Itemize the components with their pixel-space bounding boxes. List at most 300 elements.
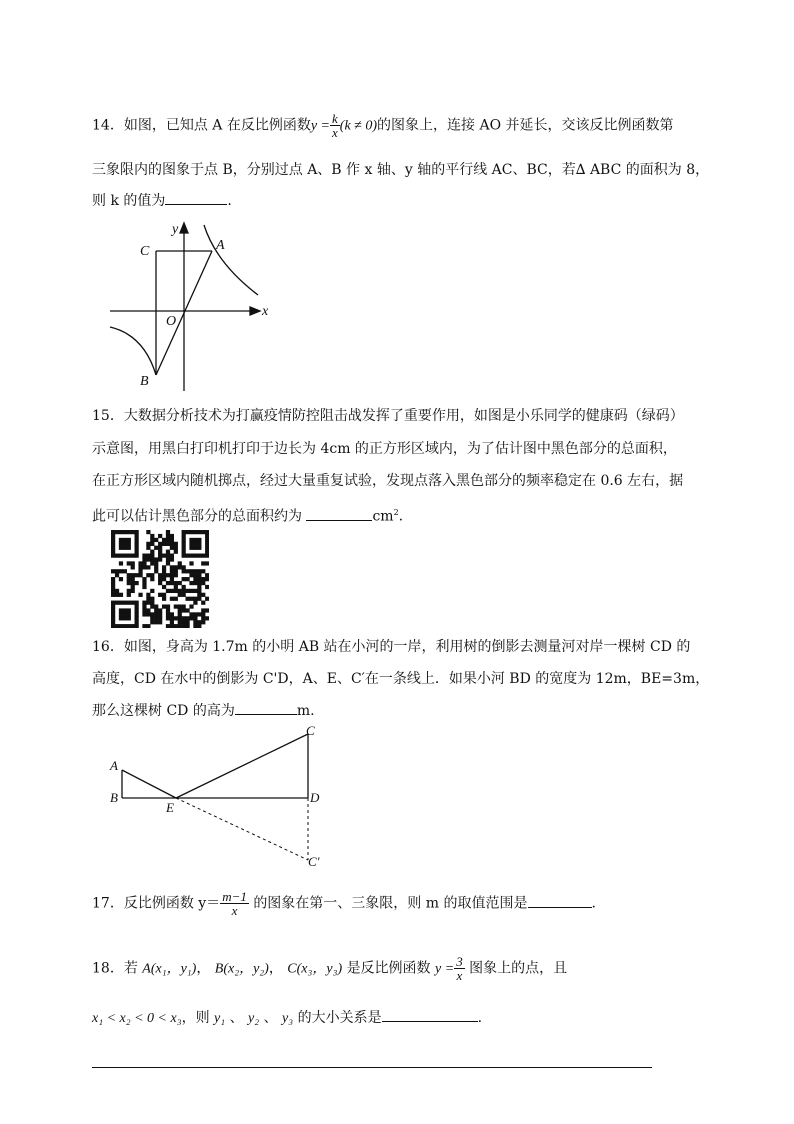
qr-module bbox=[154, 604, 158, 608]
qr-module bbox=[111, 608, 115, 612]
qr-module bbox=[201, 612, 205, 616]
qr-module bbox=[119, 554, 123, 558]
qr-module bbox=[127, 538, 131, 542]
qr-module bbox=[185, 597, 189, 601]
qr-module bbox=[182, 624, 186, 628]
qr-module bbox=[142, 581, 146, 585]
qr-module bbox=[185, 569, 189, 573]
q15-answer-blank[interactable] bbox=[306, 506, 372, 521]
q17-frac-num: m−1 bbox=[222, 889, 247, 904]
q18-text-a: 18．若 bbox=[92, 960, 138, 977]
q18-condition: x₁ < x₂ < 0 < x₃ bbox=[92, 1011, 182, 1026]
qr-module bbox=[193, 538, 197, 542]
qr-module bbox=[135, 534, 139, 538]
q18-line2: x₁ < x₂ < 0 < x₃，则 y₁ 、 y₂ 、 y₃ 的大小关系是 . bbox=[92, 1007, 482, 1029]
qr-module bbox=[123, 616, 127, 620]
qr-module bbox=[142, 577, 146, 581]
qr-module bbox=[182, 577, 186, 581]
qr-module bbox=[131, 624, 135, 628]
qr-module bbox=[154, 620, 158, 624]
qr-module bbox=[170, 542, 174, 546]
qr-module bbox=[150, 597, 154, 601]
qr-module bbox=[178, 616, 182, 620]
qr-module bbox=[158, 546, 162, 550]
qr-module bbox=[193, 624, 197, 628]
qr-module bbox=[185, 620, 189, 624]
qr-module bbox=[205, 608, 209, 612]
qr-module bbox=[166, 538, 170, 542]
qr-module bbox=[150, 561, 154, 565]
qr-module bbox=[170, 538, 174, 542]
qr-module bbox=[138, 569, 142, 573]
qr-module bbox=[174, 604, 178, 608]
qr-module bbox=[162, 577, 166, 581]
qr-module bbox=[201, 569, 205, 573]
qr-module bbox=[170, 554, 174, 558]
qr-module bbox=[123, 530, 127, 534]
qr-module bbox=[158, 557, 162, 561]
qr-module bbox=[123, 538, 127, 542]
q16-label-a: A bbox=[110, 758, 118, 773]
qr-module bbox=[142, 585, 146, 589]
qr-module bbox=[178, 593, 182, 597]
qr-module bbox=[162, 573, 166, 577]
qr-module bbox=[197, 612, 201, 616]
qr-module bbox=[111, 530, 115, 534]
qr-module bbox=[127, 546, 131, 550]
qr-module bbox=[166, 573, 170, 577]
qr-module bbox=[174, 581, 178, 585]
qr-module bbox=[197, 624, 201, 628]
qr-module bbox=[174, 573, 178, 577]
q15-line3: 在正方形区域内随机掷点，经过大量重复试验，发现点落入黑色部分的频率稳定在 0.6 左右，据 bbox=[92, 473, 684, 489]
qr-module bbox=[189, 554, 193, 558]
qr-module bbox=[205, 561, 209, 565]
qr-module bbox=[197, 581, 201, 585]
qr-module bbox=[166, 612, 170, 616]
q16-line3-end: m. bbox=[296, 703, 315, 719]
qr-module bbox=[123, 542, 127, 546]
qr-module bbox=[197, 530, 201, 534]
qr-module bbox=[150, 577, 154, 581]
qr-module bbox=[170, 534, 174, 538]
qr-module bbox=[111, 534, 115, 538]
qr-module bbox=[115, 593, 119, 597]
qr-module bbox=[111, 624, 115, 628]
qr-module bbox=[182, 554, 186, 558]
q16-label-d: D bbox=[310, 790, 320, 805]
qr-module bbox=[146, 557, 150, 561]
qr-module bbox=[142, 612, 146, 616]
qr-module bbox=[189, 542, 193, 546]
qr-module bbox=[154, 565, 158, 569]
q17-frac-den: x bbox=[231, 903, 238, 918]
q14-text-a: 14．如图，已知点 A 在反比例函数 bbox=[92, 117, 311, 134]
qr-module bbox=[135, 573, 139, 577]
qr-module bbox=[111, 585, 115, 589]
qr-module bbox=[135, 612, 139, 616]
qr-module bbox=[170, 624, 174, 628]
qr-module bbox=[178, 620, 182, 624]
qr-module bbox=[158, 608, 162, 612]
qr-module bbox=[170, 546, 174, 550]
qr-module bbox=[127, 561, 131, 565]
qr-module bbox=[135, 530, 139, 534]
qr-module bbox=[131, 585, 135, 589]
qr-module bbox=[185, 577, 189, 581]
qr-module bbox=[150, 601, 154, 605]
qr-module bbox=[197, 577, 201, 581]
qr-module bbox=[162, 597, 166, 601]
qr-module bbox=[174, 624, 178, 628]
qr-module bbox=[178, 612, 182, 616]
qr-module bbox=[166, 534, 170, 538]
qr-module bbox=[166, 550, 170, 554]
qr-module bbox=[154, 538, 158, 542]
qr-module bbox=[119, 616, 123, 620]
qr-module bbox=[111, 601, 115, 605]
qr-module bbox=[166, 624, 170, 628]
qr-module bbox=[185, 554, 189, 558]
q14-line3-end: . bbox=[227, 193, 232, 209]
qr-module bbox=[197, 597, 201, 601]
qr-module bbox=[142, 554, 146, 558]
q14-frac-num: k bbox=[332, 111, 338, 126]
qr-module bbox=[178, 624, 182, 628]
qr-module bbox=[189, 589, 193, 593]
q14-hyperbola-3 bbox=[110, 327, 156, 375]
qr-module bbox=[158, 534, 162, 538]
qr-module bbox=[135, 581, 139, 585]
qr-module bbox=[146, 530, 150, 534]
qr-module bbox=[174, 550, 178, 554]
qr-module bbox=[182, 593, 186, 597]
q14-func-cond: (k ≠ 0) bbox=[339, 118, 378, 134]
qr-module bbox=[166, 604, 170, 608]
qr-module bbox=[119, 624, 123, 628]
qr-module bbox=[142, 557, 146, 561]
qr-module bbox=[197, 554, 201, 558]
qr-module bbox=[131, 581, 135, 585]
q18-text-d: 的大小关系是 bbox=[297, 1010, 382, 1026]
qr-module bbox=[150, 620, 154, 624]
qr-module bbox=[182, 534, 186, 538]
qr-module bbox=[119, 538, 123, 542]
qr-module bbox=[115, 624, 119, 628]
qr-module bbox=[178, 565, 182, 569]
qr-module bbox=[135, 620, 139, 624]
q15-unit-sup: 2 bbox=[393, 508, 399, 517]
qr-module bbox=[182, 620, 186, 624]
qr-module bbox=[166, 557, 170, 561]
qr-module bbox=[131, 554, 135, 558]
qr-module bbox=[146, 546, 150, 550]
qr-module bbox=[182, 608, 186, 612]
qr-module bbox=[146, 593, 150, 597]
qr-module bbox=[189, 546, 193, 550]
qr-module bbox=[150, 573, 154, 577]
qr-module bbox=[135, 616, 139, 620]
q16-segment-ec bbox=[176, 734, 308, 798]
q16-line2: 高度，CD 在水中的倒影为 C'D，A、E、C′在一条线上．如果小河 BD 的宽度为 12m，BE=3m， bbox=[92, 671, 710, 687]
qr-module bbox=[123, 554, 127, 558]
qr-module bbox=[166, 554, 170, 558]
qr-module bbox=[127, 612, 131, 616]
qr-module bbox=[178, 561, 182, 565]
qr-module bbox=[142, 561, 146, 565]
qr-module bbox=[189, 616, 193, 620]
qr-module bbox=[201, 601, 205, 605]
qr-module bbox=[123, 569, 127, 573]
qr-module bbox=[162, 604, 166, 608]
qr-module bbox=[111, 542, 115, 546]
qr-module bbox=[138, 561, 142, 565]
qr-module bbox=[166, 581, 170, 585]
qr-module bbox=[150, 616, 154, 620]
qr-module bbox=[146, 573, 150, 577]
qr-module bbox=[111, 538, 115, 542]
qr-module bbox=[197, 546, 201, 550]
qr-module bbox=[123, 624, 127, 628]
q16-label-e: E bbox=[166, 800, 174, 815]
qr-module bbox=[174, 585, 178, 589]
qr-module bbox=[127, 542, 131, 546]
qr-module bbox=[166, 530, 170, 534]
qr-module bbox=[146, 597, 150, 601]
qr-module bbox=[189, 573, 193, 577]
q16-segment-ae bbox=[122, 770, 176, 798]
qr-module bbox=[162, 538, 166, 542]
q17-text-b: 的图象在第一、三象限，则 m 的取值范围是 bbox=[253, 895, 528, 912]
qr-module bbox=[119, 608, 123, 612]
qr-module bbox=[146, 542, 150, 546]
qr-module bbox=[166, 589, 170, 593]
qr-module bbox=[135, 624, 139, 628]
q18-func-y: y = bbox=[435, 961, 455, 977]
qr-module bbox=[154, 612, 158, 616]
qr-module bbox=[170, 620, 174, 624]
qr-module bbox=[182, 604, 186, 608]
qr-module bbox=[193, 554, 197, 558]
q16-line3-text: 那么这棵树 CD 的高为 bbox=[92, 703, 235, 719]
qr-module bbox=[197, 569, 201, 573]
qr-module bbox=[150, 554, 154, 558]
qr-module bbox=[182, 569, 186, 573]
q14-answer-blank[interactable] bbox=[165, 190, 227, 205]
qr-module bbox=[158, 620, 162, 624]
qr-module bbox=[123, 601, 127, 605]
q15-line1: 15．大数据分析技术为打赢疫情防控阻击战发挥了重要作用，如图是小乐同学的健康码（绿码） bbox=[92, 408, 684, 424]
q16-answer-blank[interactable] bbox=[235, 700, 297, 715]
qr-module bbox=[150, 542, 154, 546]
qr-module bbox=[193, 546, 197, 550]
qr-module bbox=[146, 565, 150, 569]
qr-module bbox=[162, 569, 166, 573]
qr-module bbox=[201, 616, 205, 620]
q17-answer-blank[interactable] bbox=[528, 893, 592, 908]
qr-module bbox=[193, 581, 197, 585]
qr-module bbox=[142, 624, 146, 628]
qr-module bbox=[166, 542, 170, 546]
qr-module bbox=[197, 620, 201, 624]
qr-module bbox=[158, 581, 162, 585]
q15-unit: cm bbox=[372, 508, 394, 525]
qr-module bbox=[123, 612, 127, 616]
qr-module bbox=[111, 550, 115, 554]
q14-label-o: O bbox=[166, 314, 177, 329]
qr-module bbox=[178, 604, 182, 608]
qr-module bbox=[154, 557, 158, 561]
q14-label-a: A bbox=[216, 238, 225, 253]
qr-module bbox=[135, 601, 139, 605]
q18-line2-end: . bbox=[477, 1010, 483, 1026]
qr-module bbox=[142, 604, 146, 608]
qr-module bbox=[131, 565, 135, 569]
qr-module bbox=[193, 597, 197, 601]
qr-module bbox=[111, 620, 115, 624]
qr-module bbox=[189, 561, 193, 565]
q16-label-c-prime: C′ bbox=[308, 854, 320, 869]
q14-label-y: y bbox=[172, 222, 179, 237]
qr-module bbox=[205, 554, 209, 558]
qr-module bbox=[162, 585, 166, 589]
q15-line2: 示意图，用黑白打印机打印于边长为 4cm 的正方形区域内，为了估计图中黑色部分的总面积， bbox=[92, 441, 677, 457]
qr-module bbox=[201, 593, 205, 597]
qr-module bbox=[185, 624, 189, 628]
qr-module bbox=[170, 565, 174, 569]
qr-module bbox=[182, 550, 186, 554]
q14-hyperbola-1 bbox=[204, 225, 258, 295]
qr-module bbox=[158, 593, 162, 597]
q14-x-arrow bbox=[250, 307, 260, 315]
q17-line1-end: . bbox=[591, 895, 596, 912]
qr-module bbox=[111, 616, 115, 620]
qr-module bbox=[162, 554, 166, 558]
qr-module bbox=[119, 593, 123, 597]
qr-module bbox=[135, 550, 139, 554]
qr-module bbox=[189, 581, 193, 585]
qr-module bbox=[135, 546, 139, 550]
qr-module bbox=[135, 554, 139, 558]
qr-module bbox=[166, 608, 170, 612]
qr-module bbox=[131, 577, 135, 581]
qr-module bbox=[162, 542, 166, 546]
qr-module bbox=[154, 546, 158, 550]
q18-fraction bbox=[454, 955, 465, 982]
qr-module bbox=[174, 597, 178, 601]
qr-module bbox=[197, 573, 201, 577]
qr-module bbox=[127, 554, 131, 558]
qr-module bbox=[182, 530, 186, 534]
q17-text-a: 17．反比例函数 y＝ bbox=[92, 895, 221, 912]
q14-label-b: B bbox=[140, 374, 149, 389]
qr-module bbox=[166, 616, 170, 620]
q16-line3 bbox=[92, 700, 315, 721]
qr-module bbox=[205, 530, 209, 534]
qr-module bbox=[201, 608, 205, 612]
qr-module bbox=[150, 612, 154, 616]
q14-frac-den: x bbox=[332, 125, 338, 140]
footer-rule bbox=[92, 1067, 652, 1068]
q18-frac-den: x bbox=[456, 968, 463, 983]
q14-line3-text: 则 k 的值为 bbox=[92, 193, 166, 209]
qr-module bbox=[111, 569, 115, 573]
qr-module bbox=[115, 554, 119, 558]
qr-module bbox=[127, 581, 131, 585]
qr-module bbox=[189, 530, 193, 534]
q14-func-y: y = bbox=[310, 118, 330, 134]
qr-module bbox=[201, 577, 205, 581]
qr-module bbox=[135, 604, 139, 608]
qr-module bbox=[127, 589, 131, 593]
qr-module bbox=[131, 561, 135, 565]
qr-module bbox=[146, 612, 150, 616]
qr-module bbox=[135, 542, 139, 546]
qr-module bbox=[146, 601, 150, 605]
qr-module bbox=[178, 608, 182, 612]
q18-line1: 18．若 A(x₁，y₁)， B(x₂，y₂)， C(x₃，y₃) 是反比例函数 y = $\frac{3}{x}$ 图象上的点，且 bbox=[92, 954, 568, 983]
qr-module bbox=[158, 550, 162, 554]
qr-module bbox=[170, 581, 174, 585]
qr-module bbox=[119, 612, 123, 616]
qr-module bbox=[189, 612, 193, 616]
qr-module bbox=[189, 569, 193, 573]
qr-module bbox=[135, 538, 139, 542]
q14-label-c: C bbox=[140, 244, 150, 259]
qr-module bbox=[127, 593, 131, 597]
qr-module bbox=[201, 530, 205, 534]
q18-point-c: C(x₃，y₃) bbox=[287, 961, 343, 977]
qr-module bbox=[127, 577, 131, 581]
qr-module bbox=[127, 573, 131, 577]
qr-module bbox=[174, 589, 178, 593]
qr-module bbox=[182, 585, 186, 589]
q14-line1 bbox=[92, 112, 674, 139]
q14-figure bbox=[100, 215, 280, 395]
qr-module bbox=[115, 569, 119, 573]
qr-module bbox=[150, 604, 154, 608]
qr-module bbox=[138, 573, 142, 577]
qr-module bbox=[174, 616, 178, 620]
qr-module bbox=[158, 577, 162, 581]
q18-y3: y₃ bbox=[282, 1011, 294, 1026]
q15-line4-end: . bbox=[398, 508, 404, 525]
qr-module bbox=[182, 616, 186, 620]
qr-module bbox=[170, 589, 174, 593]
qr-module bbox=[185, 616, 189, 620]
q15-line4-text: 此可以估计黑色部分的总面积约为 bbox=[92, 508, 302, 525]
qr-module bbox=[127, 616, 131, 620]
qr-module bbox=[205, 585, 209, 589]
q16-label-c: C bbox=[306, 723, 315, 738]
qr-module bbox=[138, 565, 142, 569]
qr-module bbox=[170, 557, 174, 561]
qr-module bbox=[150, 538, 154, 542]
qr-module bbox=[127, 530, 131, 534]
qr-module bbox=[111, 581, 115, 585]
qr-module bbox=[158, 554, 162, 558]
qr-module bbox=[158, 573, 162, 577]
qr-module bbox=[193, 616, 197, 620]
q18-y1: y₁ bbox=[214, 1011, 226, 1026]
q16-line1: 16．如图，身高为 1.7m 的小明 AB 站在小河的一岸，利用树的倒影去测量河对岸一棵树 CD 的 bbox=[92, 639, 691, 655]
qr-module bbox=[119, 569, 123, 573]
q18-answer-blank[interactable] bbox=[382, 1007, 478, 1022]
qr-module bbox=[197, 585, 201, 589]
qr-module bbox=[154, 569, 158, 573]
qr-module bbox=[111, 546, 115, 550]
qr-code-image bbox=[111, 530, 209, 628]
